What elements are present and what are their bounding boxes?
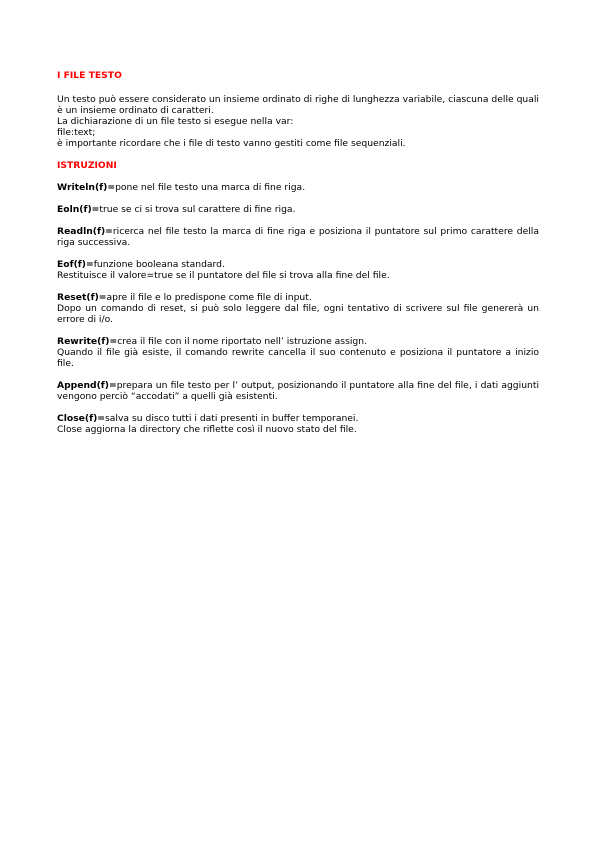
instruction-term: Writeln(f)= bbox=[57, 182, 116, 193]
instruction-text: Restituisce il valore=true se il puntatore del file si trova alla fine del file. bbox=[57, 270, 390, 281]
intro-line: Un testo può essere considerato un insieme ordinato di righe di lunghezza variabile, ciascuna delle quali è un insieme ordinato di caratteri. bbox=[57, 94, 539, 116]
instruction-eof bbox=[57, 259, 539, 281]
instruction-text: prepara un file testo per l’ output, posizionando il puntatore alla fine del file, i dati aggiunti vengono perciò “accodati” a quelli già esistenti. bbox=[57, 380, 539, 402]
instruction-eoln bbox=[57, 204, 539, 215]
instruction-readln bbox=[57, 226, 539, 248]
instruction-append bbox=[57, 380, 539, 402]
instruction-text: apre il file e lo predispone come file di input. bbox=[106, 292, 312, 303]
document-page bbox=[57, 70, 539, 446]
intro-line: è importante ricordare che i file di testo vanno gestiti come file sequenziali. bbox=[57, 138, 406, 149]
instruction-text: Close aggiorna la directory che riflette così il nuovo stato del file. bbox=[57, 424, 357, 435]
instruction-term: Readln(f)= bbox=[57, 226, 113, 237]
instruction-term: Rewrite(f)= bbox=[57, 336, 118, 347]
instruction-reset bbox=[57, 292, 539, 325]
instruction-writeln bbox=[57, 182, 539, 193]
instruction-term: Eoln(f)= bbox=[57, 204, 100, 215]
instruction-term: Close(f)= bbox=[57, 413, 105, 424]
instruction-term: Reset(f)= bbox=[57, 292, 107, 303]
intro-line: file:text; bbox=[57, 127, 96, 138]
instruction-text: Dopo un comando di reset, si può solo leggere dal file, ogni tentativo di scrivere sul file genererà un errore di i/o. bbox=[57, 303, 539, 325]
instruction-rewrite bbox=[57, 336, 539, 369]
instruction-close bbox=[57, 413, 539, 435]
instruction-text: ricerca nel file testo la marca di fine riga e posiziona il puntatore sul primo carattere della riga successiva. bbox=[57, 226, 539, 248]
instruction-text: salva su disco tutti i dati presenti in buffer temporanei. bbox=[105, 413, 359, 424]
section-title-istruzioni: ISTRUZIONI bbox=[57, 160, 117, 171]
intro-line: La dichiarazione di un file testo si esegue nella var: bbox=[57, 116, 294, 127]
instruction-text: funzione booleana standard. bbox=[93, 259, 225, 270]
instruction-text: true se ci si trova sul carattere di fine riga. bbox=[99, 204, 296, 215]
intro-paragraph bbox=[57, 94, 539, 149]
instruction-text: crea il file con il nome riportato nell’ istruzione assign. bbox=[117, 336, 368, 347]
instruction-text: Quando il file già esiste, il comando rewrite cancella il suo contenuto e posiziona il puntatore a inizio file. bbox=[57, 347, 539, 369]
instruction-term: Append(f)= bbox=[57, 380, 117, 391]
instruction-term: Eof(f)= bbox=[57, 259, 94, 270]
section-title-file-testo: I FILE TESTO bbox=[57, 70, 122, 81]
instruction-text: pone nel file testo una marca di fine riga. bbox=[115, 182, 306, 193]
